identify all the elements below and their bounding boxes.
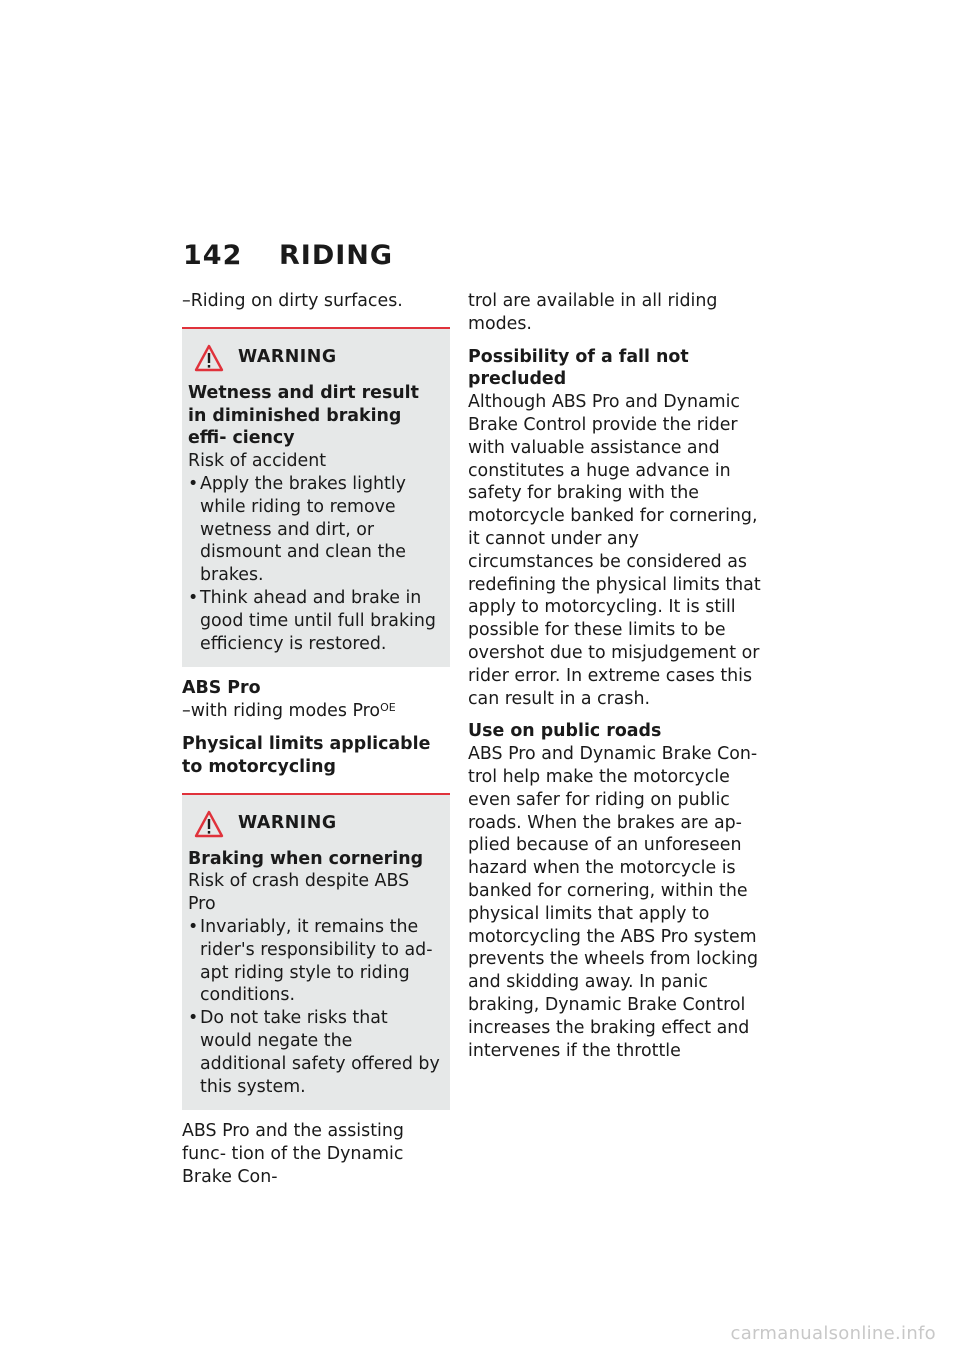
warning-triangle-icon — [194, 810, 224, 838]
warning-bullets — [188, 473, 442, 655]
warning-label: WARNING — [238, 347, 337, 368]
list-item: • Apply the brakes lightly while riding to remove wetness and dirt, or dismount and clean the brakes. — [188, 473, 442, 587]
warning-header — [188, 344, 442, 372]
section-heading-fall: Possibility of a fall not precluded — [468, 346, 689, 390]
fall-paragraph: Although ABS Pro and Dynamic Brake Control provide the rider with valuable assistance and constitutes a huge advance in safety for braking with the motorcycle banked for cornering, it cannot under any circumstances be considered as redefining the physical limits that apply to motorcycling. It is still possible for these limits to be overshot due to misjudgement or rider error. In extreme cases this can result in a crash. — [468, 392, 761, 709]
warning-subtitle: Risk of crash despite ABS Pro — [188, 871, 410, 915]
optional-equipment-marker: OE — [380, 701, 396, 715]
page-number: 142 — [183, 240, 243, 271]
warning-bullets — [188, 916, 442, 1098]
warning-box-cornering — [182, 793, 450, 1111]
warning-header — [188, 810, 442, 838]
warning-title: Braking when cornering — [188, 848, 424, 869]
page-header — [183, 240, 393, 271]
warning-title: Wetness and dirt result in diminished braking effi- ciency — [188, 382, 419, 449]
list-item: • Do not take risks that would negate the additional safety offered by this system. — [188, 1007, 442, 1098]
warning-triangle-icon — [194, 344, 224, 372]
list-item: • Invariably, it remains the rider's responsibility to ad- apt riding style to riding conditions. — [188, 916, 442, 1007]
intro-line: –Riding on dirty surfaces. — [182, 291, 403, 311]
continuation-paragraph: trol are available in all riding modes. — [468, 291, 718, 334]
watermark: carmanualsonline.info — [730, 1323, 936, 1344]
section-heading-public-roads: Use on public roads — [468, 721, 662, 742]
warning-subtitle: Risk of accident — [188, 451, 327, 472]
chapter-title: RIDING — [279, 240, 394, 271]
section-heading-abs-pro: ABS Pro — [182, 678, 261, 699]
closing-paragraph: ABS Pro and the assisting func- tion of the Dynamic Brake Con- — [182, 1121, 404, 1187]
warning-box-wet-dirt — [182, 327, 450, 668]
abs-note-text: –with riding modes Pro — [182, 701, 381, 722]
section-heading-physical-limits: Physical limits applicable to motorcycling — [182, 733, 431, 777]
list-item: • Think ahead and brake in good time until full braking efficiency is restored. — [188, 587, 442, 655]
left-column — [182, 290, 450, 1189]
abs-note — [182, 700, 450, 723]
right-column — [468, 290, 768, 1062]
public-roads-paragraph: ABS Pro and Dynamic Brake Con- trol help make the motorcycle even safer for riding on public roads. When the brakes are ap- plied because of an unforeseen hazard when the motorcycle is banked for cornering, within the physical limits that apply to motorcycling the ABS Pro system prevents the wheels from locking and skidding away. In panic braking, Dynamic Brake Control increases the braking effect and intervenes if the throttle — [468, 744, 759, 1061]
warning-label: WARNING — [238, 813, 337, 834]
